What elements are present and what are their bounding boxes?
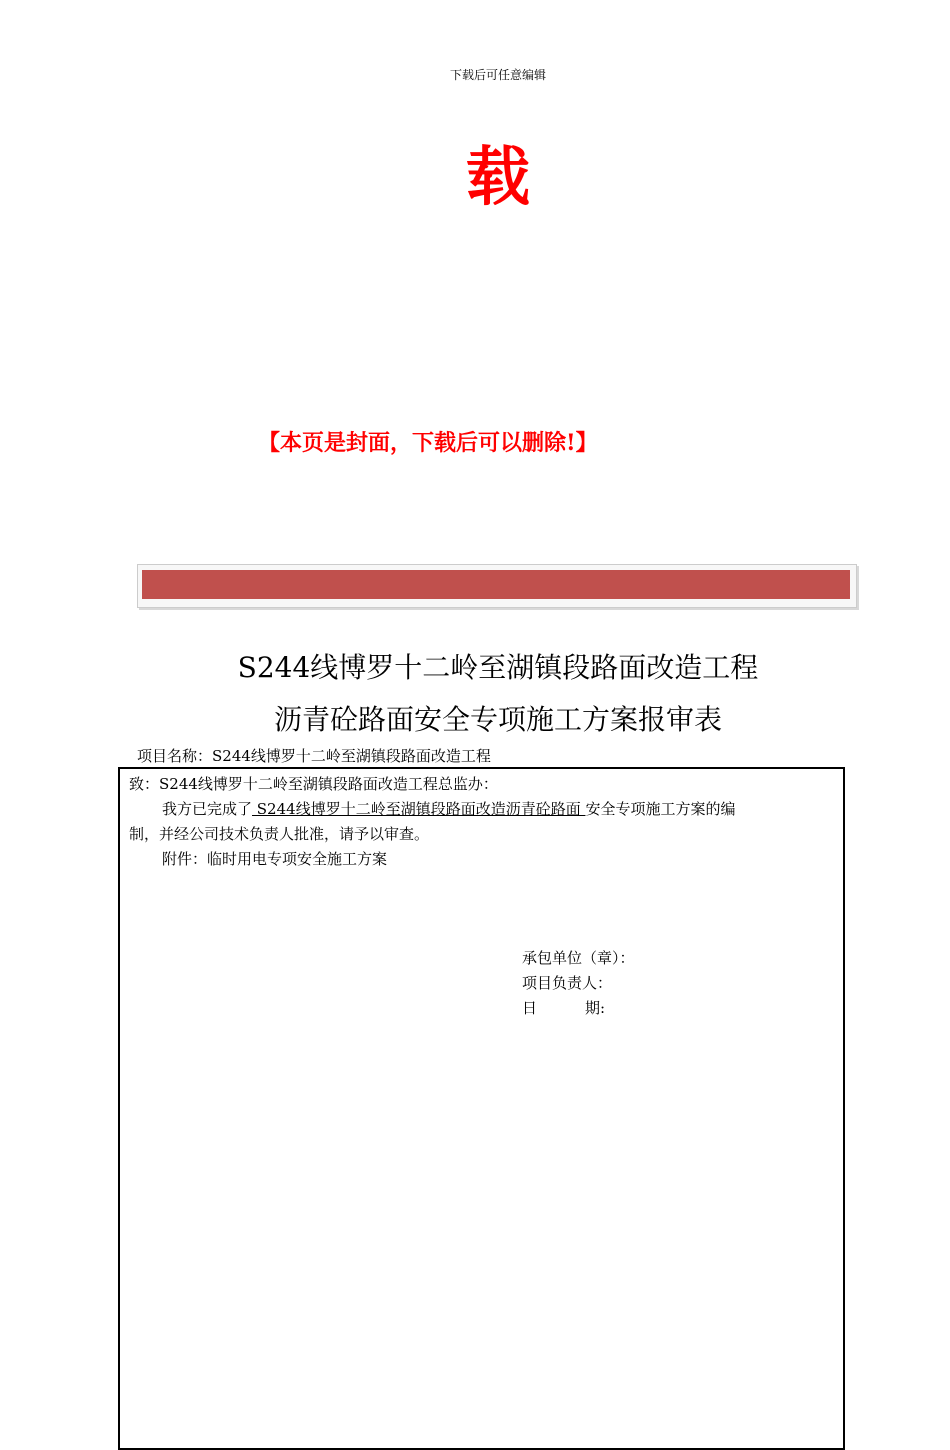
project-manager-label: 项目负责人： (522, 974, 613, 992)
date-label-part2: 期: (585, 999, 606, 1017)
date-label-part1: 日 (522, 999, 538, 1017)
form-attachment: 附件：临时用电专项安全施工方案 (162, 850, 388, 868)
header-note: 下载后可任意编辑 (449, 68, 546, 82)
decorative-banner (137, 564, 857, 608)
contractor-label: 承包单位（章）： (522, 949, 635, 967)
banner-bar (142, 570, 850, 599)
body-underlined-project: S244线博罗十二岭至湖镇段路面改造沥青砼路面 (252, 800, 586, 818)
body-suffix: 安全专项施工方案的编 (585, 800, 736, 818)
form-body-line1 (162, 797, 735, 821)
document-title-line1: S244线博罗十二岭至湖镇段路面改造工程 (237, 651, 759, 684)
cover-big-character: 载 (466, 140, 530, 215)
body-prefix: 我方已完成了 (162, 800, 253, 818)
date-label (522, 996, 605, 1020)
approval-form-box (118, 767, 845, 1450)
cover-notice: 【本页是封面，下载后可以删除!】 (258, 430, 598, 456)
form-addressee: 致：S244线博罗十二岭至湖镇段路面改造工程总监办： (129, 775, 498, 793)
document-title-line2: 沥青砼路面安全专项施工方案报审表 (273, 703, 722, 736)
form-body-line2: 制，并经公司技术负责人批准，请予以审查。 (129, 825, 430, 843)
project-name: 项目名称：S244线博罗十二岭至湖镇段路面改造工程 (137, 747, 491, 765)
